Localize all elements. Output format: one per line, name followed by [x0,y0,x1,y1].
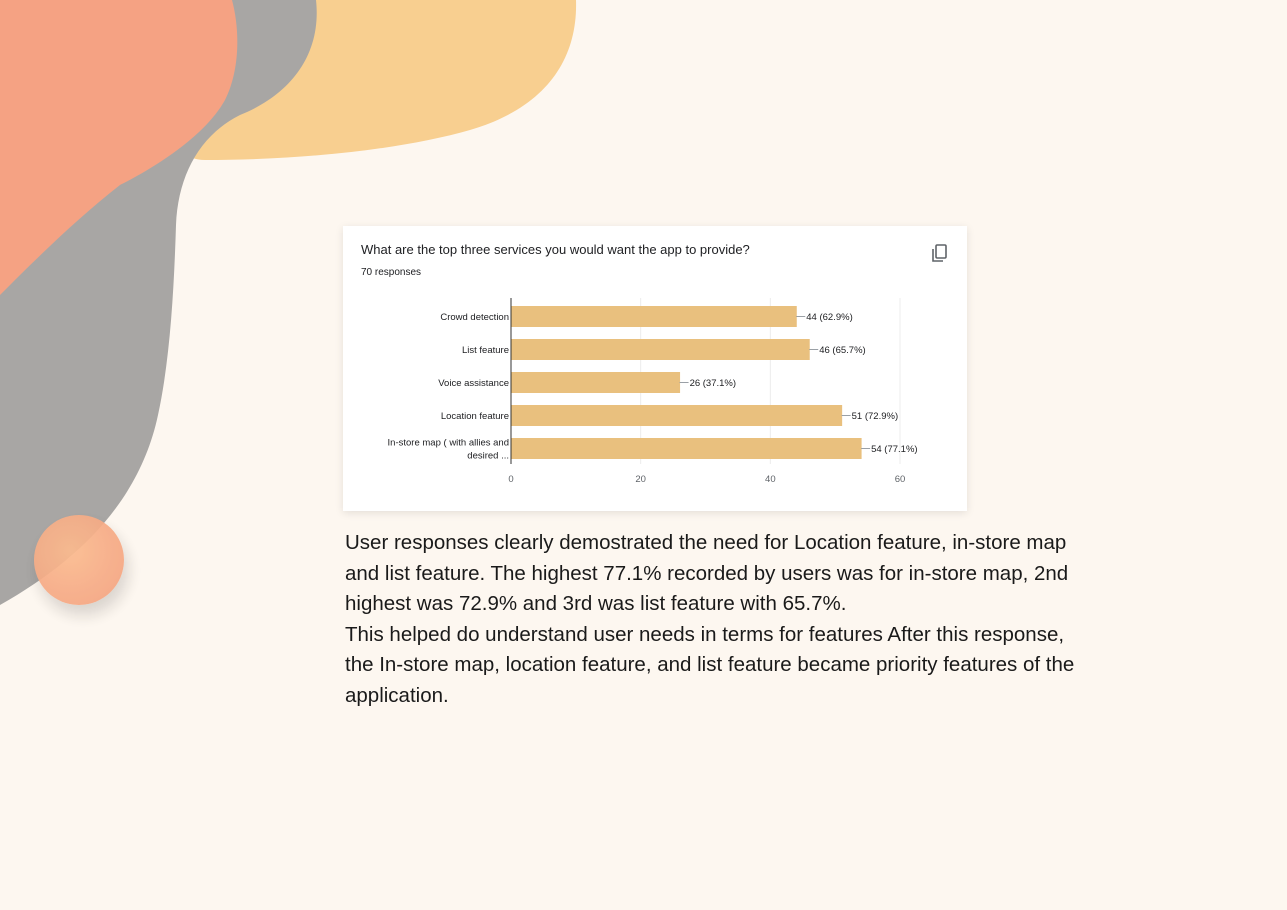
survey-chart-card [343,226,967,511]
decorative-orb [34,515,124,605]
x-tick-label: 40 [765,474,776,485]
data-label: 46 (65.7%) [819,345,866,356]
category-label: List feature [462,345,509,356]
category-label: In-store map ( with allies and [387,437,509,449]
bar-chart [343,226,967,511]
response-count: 70 responses [361,267,422,278]
bar [512,372,681,393]
data-label: 44 (62.9%) [806,312,853,323]
data-label: 54 (77.1%) [871,444,918,455]
data-label: 51 (72.9%) [851,411,899,422]
data-label: 26 (37.1%) [689,378,737,389]
findings-description [345,528,1085,711]
findings-paragraph-1: User responses clearly demostrated the need for Location feature, in-store map and list feature. The highest 77.1% recorded by users was for in-store map, 2nd highest was 72.9% and 3rd was list feature with 65.7%. [345,531,1069,615]
chart-question-title: What are the top three services you would want the app to provide? [361,242,750,257]
category-label: Crowd detection [440,312,509,323]
bar [512,339,810,360]
bar [512,306,797,327]
x-tick-label: 20 [635,474,646,485]
category-label: Location feature [440,411,509,422]
findings-paragraph-2: This helped do understand user needs in terms for features After this response, the In-store map, location feature, and list feature became priority features of the application. [345,622,1075,707]
category-label: desired ... [467,450,509,462]
x-tick-label: 0 [508,474,514,485]
bar [512,438,862,459]
x-tick-label: 60 [894,474,906,485]
bar [512,405,843,426]
category-label: Voice assistance [438,378,509,389]
